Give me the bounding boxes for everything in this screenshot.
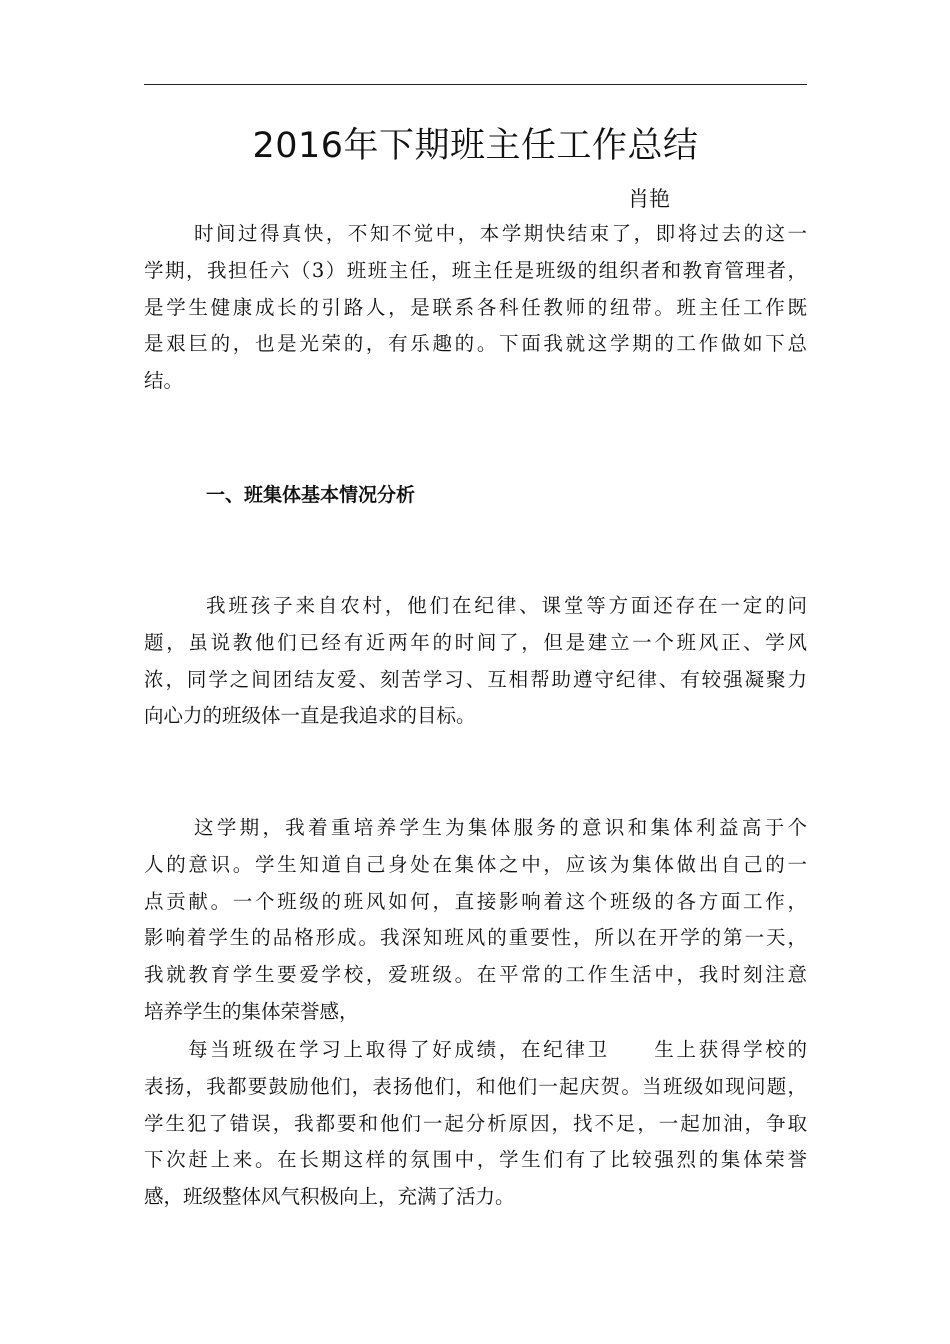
paragraph-line: 学生犯了错误，我都要和他们一起分析原因，找不足，一起加油，争取 — [144, 1111, 807, 1135]
paragraph-line: 影响着学生的品格形成。我深知班风的重要性，所以在开学的第一天， — [144, 926, 807, 950]
paragraph-line: 向心力的班级体一直是我追求的目标。 — [144, 704, 476, 728]
paragraph-line: 题，虽说教他们已经有近两年的时间了，但是建立一个班风正、学风 — [144, 630, 807, 654]
paragraph-line: 点贡献。一个班级的班风如何，直接影响着这个班级的各方面工作， — [144, 889, 807, 913]
paragraph-line: 感，班级整体风气积极向上，充满了活力。 — [144, 1185, 515, 1209]
paragraph-line: 培养学生的集体荣誉感， — [144, 999, 359, 1023]
section-heading: 一、班集体基本情况分析 — [206, 484, 416, 506]
paragraph-line: 下次赶上来。在长期这样的氛围中，学生们有了比较强烈的集体荣誉 — [144, 1148, 807, 1172]
paragraph-line: 我就教育学生要爱学校，爱班级。在平常的工作生活中，我时刻注意 — [144, 963, 807, 987]
document-title: 2016年下期班主任工作总结 — [252, 126, 699, 166]
paragraph-line: 时间过得真快，不知不觉中，本学期快结束了，即将过去的这一 — [194, 222, 807, 245]
paragraph-collective-awareness — [144, 810, 807, 1031]
paragraph-intro — [144, 216, 807, 400]
paragraph-class-honor — [144, 1032, 807, 1216]
paragraph-line: 人的意识。学生知道自己身处在集体之中，应该为集体做出自己的一 — [144, 852, 807, 876]
paragraph-line: 浓，同学之间团结友爱、刻苦学习、互相帮助遵守纪律、有较强凝聚力 — [144, 667, 807, 691]
header-rule — [144, 84, 807, 85]
paragraph-line: 学期，我担任六（3）班班主任，班主任是班级的组织者和教育管理者， — [144, 258, 807, 282]
paragraph-line: 我班孩子来自农村，他们在纪律、课堂等方面还存在一定的问 — [206, 594, 807, 617]
paragraph-line: 是学生健康成长的引路人，是联系各科任教师的纽带。班主任工作既 — [144, 295, 807, 319]
paragraph-line: 表扬，我都要鼓励他们，表扬他们，和他们一起庆贺。当班级如现问题， — [144, 1074, 807, 1098]
paragraph-line: 这学期，我着重培养学生为集体服务的意识和集体利益高于个 — [194, 816, 807, 839]
paragraph-class-background — [144, 588, 807, 735]
paragraph-line: 是艰巨的，也是光荣的，有乐趣的。下面我就这学期的工作做如下总 — [144, 332, 807, 356]
author-name: 肖艳 — [628, 187, 670, 211]
paragraph-line: 结。 — [144, 369, 184, 393]
paragraph-line: 每当班级在学习上取得了好成绩，在纪律卫 生上获得学校的 — [188, 1038, 807, 1061]
